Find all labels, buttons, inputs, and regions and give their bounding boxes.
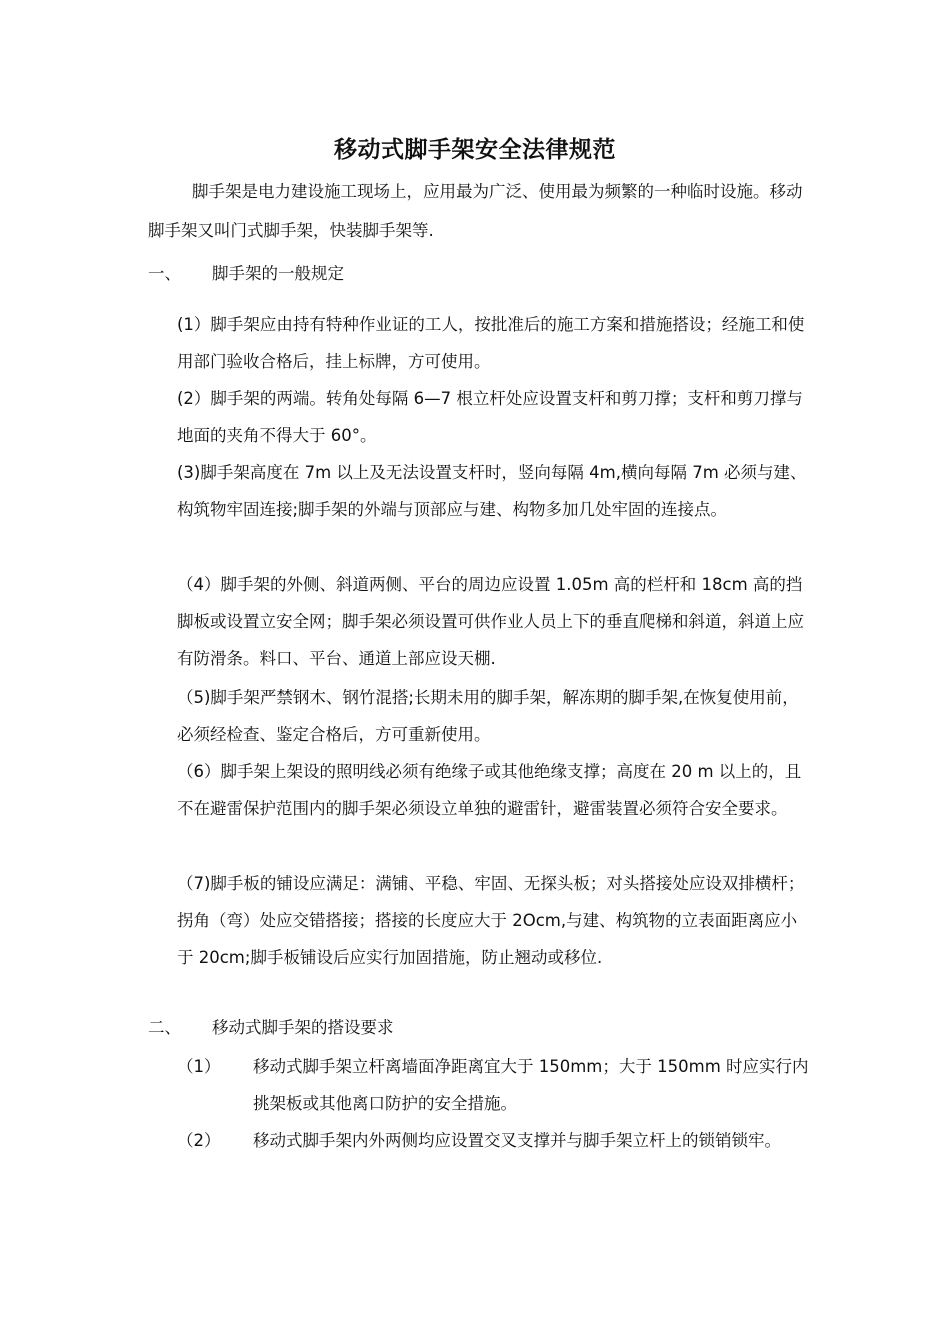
section-2-heading (148, 1013, 394, 1043)
section-1-item-6: （6）脚手架上架设的照明线必须有绝缘子或其他绝缘支撑；高度在 20 m 以上的，且不在避雷保护范围内的脚手架必须设立单独的避雷针，避雷装置必须符合安全要求。 (177, 762, 802, 818)
section-2-item-2-number: （2） (177, 1131, 221, 1150)
section-1-item-7: （7)脚手板的铺设应满足：满铺、平稳、牢固、无探头板；对头搭接处应设双排横杆；拐角（弯）处应交错搭接；搭接的长度应大于 2Ocm,与建、构筑物的立表面距离应小于 20cm;脚手板铺设后应实行加固措施，防止翘动或移位. (177, 874, 805, 967)
section-1-item-1: (1）脚手架应由持有特种作业证的工人，按批准后的施工方案和措施搭设；经施工和使用部门验收合格后，挂上标牌，方可使用。 (177, 315, 805, 371)
section-2-item-1 (177, 1048, 809, 1122)
document-title: 移动式脚手架安全法律规范 (334, 137, 616, 163)
section-1-title: 脚手架的一般规定 (212, 264, 344, 283)
section-2-item-2 (177, 1122, 809, 1159)
section-2-item-1-number: （1） (177, 1057, 221, 1076)
section-1-item-3: (3)脚手架高度在 7m 以上及无法设置支杆时，竖向每隔 4m,横向每隔 7m 必须与建、构筑物牢固连接;脚手架的外端与顶部应与建、构物多加几处牢固的连接点。 (177, 463, 807, 519)
section-1-item-4: （4）脚手架的外侧、斜道两侧、平台的周边应设置 1.05m 高的栏杆和 18cm 高的挡脚板或设置立安全网；脚手架必须设置可供作业人员上下的垂直爬梯和斜道，斜道上应有防滑条。料口、平台、通道上部应设天棚. (177, 575, 804, 668)
intro-paragraph: 脚手架是电力建设施工现场上，应用最为广泛、使用最为频繁的一种临时设施。移动脚手架又叫门式脚手架，快装脚手架等. (148, 182, 803, 240)
section-1-heading (148, 259, 344, 289)
section-2-item-1-text: 移动式脚手架立杆离墙面净距离宜大于 150mm；大于 150mm 时应实行内挑架板或其他离口防护的安全措施。 (253, 1057, 809, 1113)
section-2-title: 移动式脚手架的搭设要求 (212, 1018, 394, 1037)
section-1-item-5: （5)脚手架严禁钢木、钢竹混搭;长期未用的脚手架，解冻期的脚手架,在恢复使用前，必须经检查、鉴定合格后，方可重新使用。 (177, 688, 799, 744)
section-1-number: 一、 (148, 264, 181, 283)
section-2-number: 二、 (148, 1018, 181, 1037)
section-2-item-2-text: 移动式脚手架内外两侧均应设置交叉支撑并与脚手架立杆上的锁销锁牢。 (253, 1131, 781, 1150)
section-1-item-2: (2）脚手架的两端。转角处每隔 6—7 根立杆处应设置支杆和剪刀撑；支杆和剪刀撑与地面的夹角不得大于 60°。 (177, 389, 803, 445)
